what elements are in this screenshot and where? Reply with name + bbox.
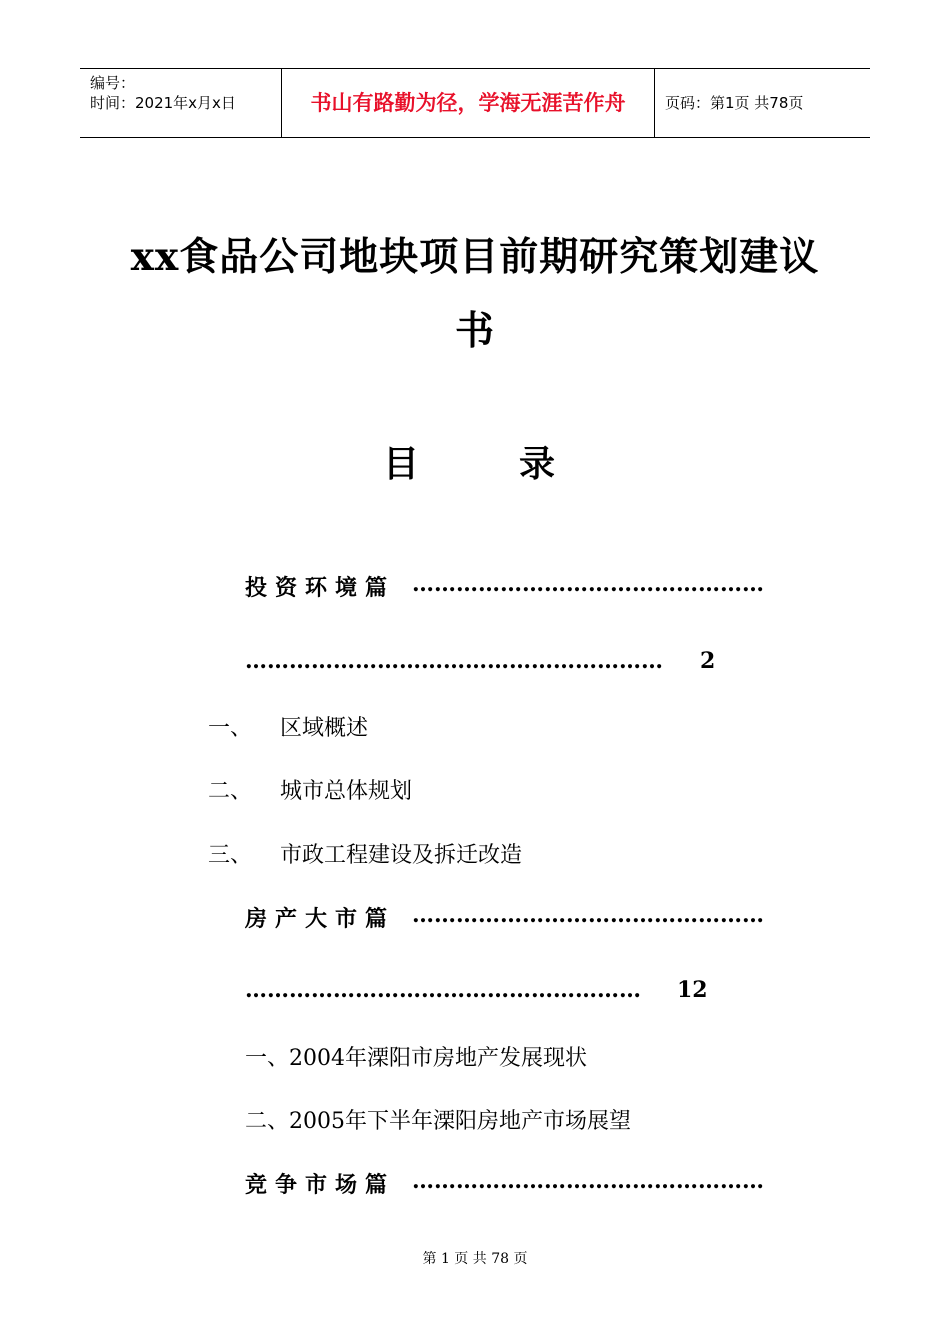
toc-item[interactable]: 市政工程建设及拆迁改造 xyxy=(280,843,523,868)
toc-heading xyxy=(383,436,555,487)
page-footer: 第 1 页 共 78 页 xyxy=(422,1251,528,1267)
toc-section-competition[interactable]: 竞争市场篇 xyxy=(245,1172,396,1198)
number-label: 编号： xyxy=(90,74,136,92)
toc-leader-dots: ……………………………………………… xyxy=(245,977,641,1003)
header-meta xyxy=(80,69,282,137)
toc-item-number: 三、 xyxy=(208,843,253,868)
toc-page-number: 12 xyxy=(677,977,708,1003)
toc-item[interactable]: 二、2005年下半年溧阳房地产市场展望 xyxy=(245,1109,631,1134)
document-header xyxy=(80,68,870,138)
toc-leader-dots: ………………………………………… xyxy=(412,571,764,597)
toc-item[interactable]: 一、2004年溧阳市房地产发展现状 xyxy=(245,1046,587,1071)
toc-leader-dots: ………………………………………… xyxy=(412,1168,764,1194)
header-motto: 书山有路勤为径，学海无涯苦作舟 xyxy=(282,69,655,137)
header-page-info: 页码：第1页 共78页 xyxy=(665,94,804,112)
toc-leader-dots: ………………………………………………… xyxy=(245,648,663,674)
toc-heading-char-1: 目 xyxy=(383,444,420,485)
toc-item-number: 二、 xyxy=(208,779,253,804)
toc-item[interactable]: 区域概述 xyxy=(280,716,369,741)
toc-item[interactable]: 城市总体规划 xyxy=(280,779,413,804)
time-label: 时间：2021年x月x日 xyxy=(90,94,236,112)
document-title-line2: 书 xyxy=(454,308,495,354)
toc-heading-char-2: 录 xyxy=(519,444,556,485)
toc-page-number: 2 xyxy=(700,648,716,674)
toc-leader-dots: ………………………………………… xyxy=(412,902,764,928)
toc-item-number: 一、 xyxy=(208,716,253,741)
toc-section-real-estate[interactable]: 房产大市篇 xyxy=(245,906,396,932)
document-title-line1: xx食品公司地块项目前期研究策划建议 xyxy=(130,234,820,280)
toc-section-investment[interactable]: 投资环境篇 xyxy=(245,575,396,601)
